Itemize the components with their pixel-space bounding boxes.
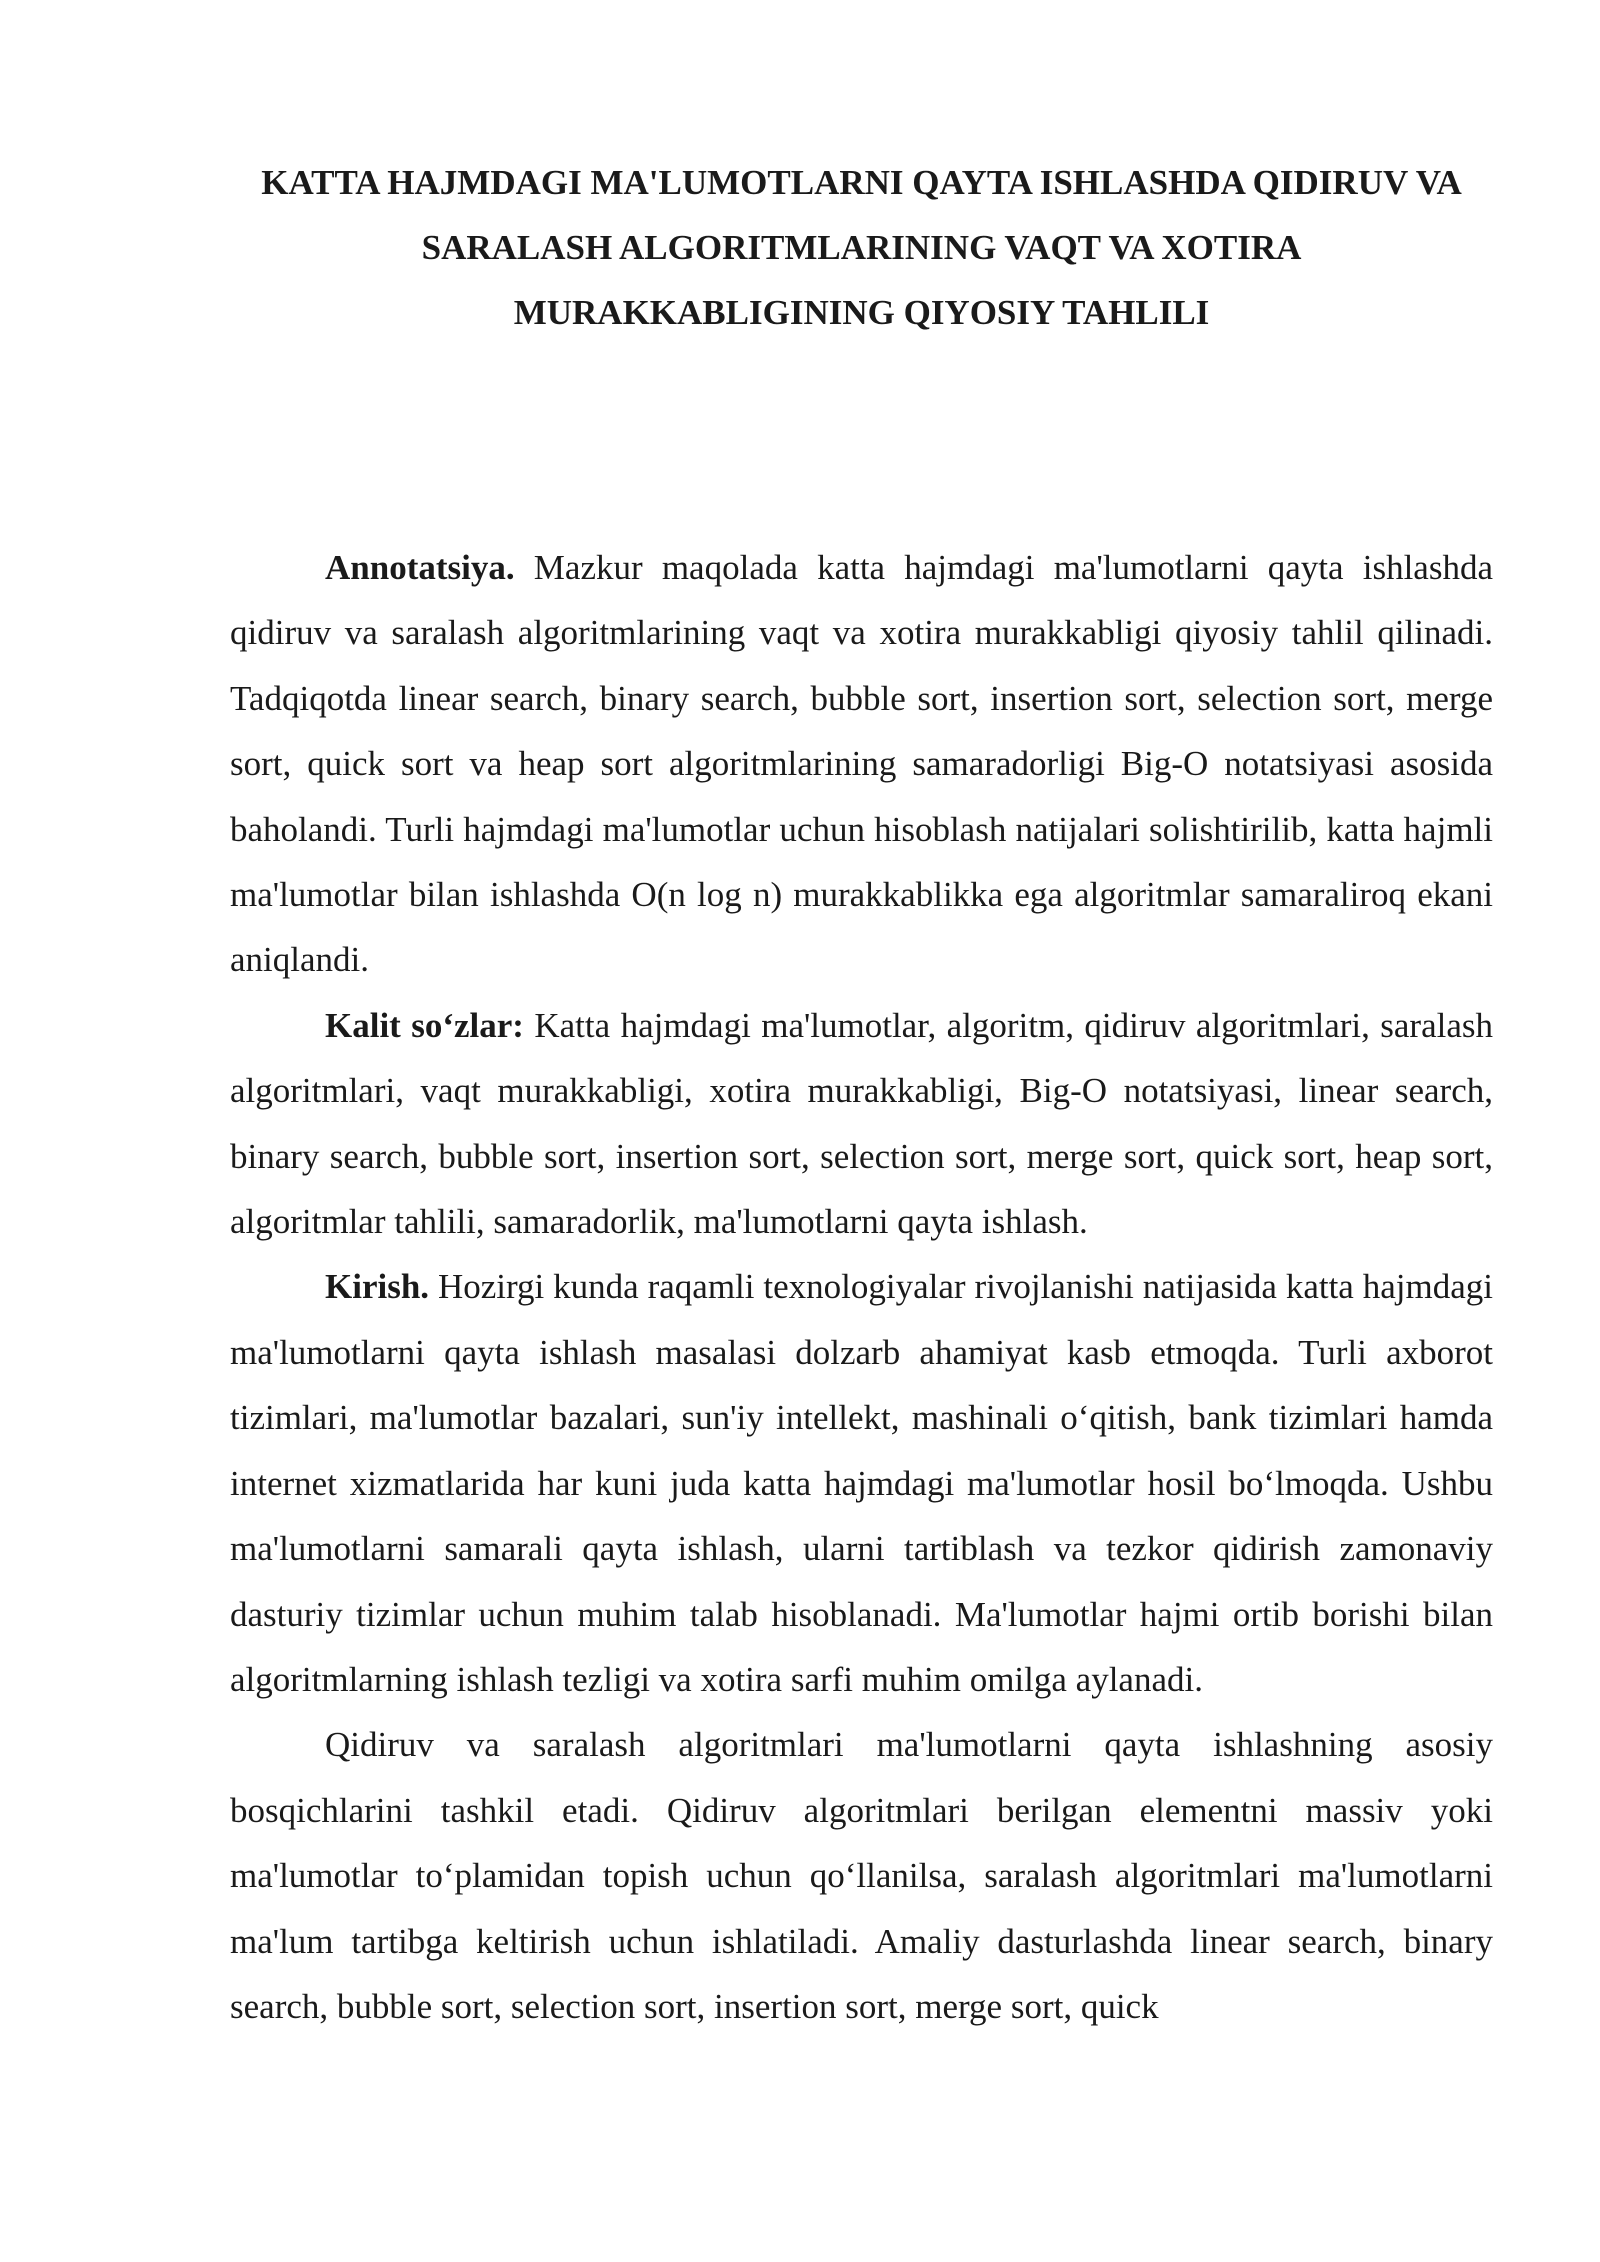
abstract-heading: Annotatsiya.	[325, 548, 515, 587]
keywords-paragraph	[230, 993, 1493, 1255]
keywords-text: Katta hajmdagi ma'lumotlar, algoritm, qidiruv algoritmlari, saralash algoritmlari, vaqt murakkabligi, xotira murakkabligi, Big-O notatsiyasi, linear search, binary search, bubble sort, insertion sort, selection sort, merge sort, quick sort, heap sort, algoritmlar tahlili, samaradorlik, ma'lumotlarni qayta ishlash.	[230, 1005, 1493, 1242]
document-body	[230, 535, 1493, 2039]
body-paragraph-text: Qidiruv va saralash algoritmlari ma'lumotlarni qayta ishlashning asosiy bosqichlarini tashkil etadi. Qidiruv algoritmlari berilgan elementni massiv yoki ma'lumotlar to‘plamidan topish uchun qo‘llanilsa, saralash algoritmlari ma'lumotlarni ma'lum tartibga keltirish uchun ishlatiladi. Amaliy dasturlashda linear search, binary search, bubble sort, selection sort, insertion sort, merge sort, quick	[230, 1725, 1493, 2026]
abstract-paragraph	[230, 535, 1493, 993]
document-title: KATTA HAJMDAGI MA'LUMOTLARNI QAYTA ISHLASHDA QIDIRUV VA SARALASH ALGORITMLARINING VAQT VA XOTIRA MURAKKABLIGINING QIYOSIY TAHLILI	[261, 163, 1462, 332]
introduction-paragraph	[230, 1254, 1493, 1712]
body-paragraph	[230, 1712, 1493, 2039]
keywords-heading: Kalit so‘zlar:	[325, 1005, 524, 1045]
introduction-heading: Kirish.	[325, 1267, 430, 1307]
abstract-text: Mazkur maqolada katta hajmdagi ma'lumotlarni qayta ishlashda qidiruv va saralash algoritmlarining vaqt va xotira murakkabligi qiyosiy tahlil qilinadi. Tadqiqotda linear search, binary search, bubble sort, insertion sort, selection sort, merge sort, quick sort va heap sort algoritmlarining samaradorligi Big-O notatsiyasi asosida baholandi. Turli hajmdagi ma'lumotlar uchun hisoblash natijalari solishtirilib, katta hajmli ma'lumotlar bilan ishlashda O(n log n) murakkablikka ega algoritmlar samaraliroq ekani aniqlandi.	[230, 548, 1493, 980]
introduction-text: Hozirgi kunda raqamli texnologiyalar rivojlanishi natijasida katta hajmdagi ma'lumotlarni qayta ishlash masalasi dolzarb ahamiyat kasb etmoqda. Turli axborot tizimlari, ma'lumotlar bazalari, sun'iy intellekt, mashinali o‘qitish, bank tizimlari hamda internet xizmatlarida har kuni juda katta hajmdagi ma'lumotlar hosil bo‘lmoqda. Ushbu ma'lumotlarni samarali qayta ishlash, ularni tartiblash va tezkor qidirish zamonaviy dasturiy tizimlar uchun muhim talab hisoblanadi. Ma'lumotlar hajmi ortib borishi bilan algoritmlarning ishlash tezligi va xotira sarfi muhim omilga aylanadi.	[230, 1267, 1493, 1699]
document-page	[230, 150, 1493, 2039]
